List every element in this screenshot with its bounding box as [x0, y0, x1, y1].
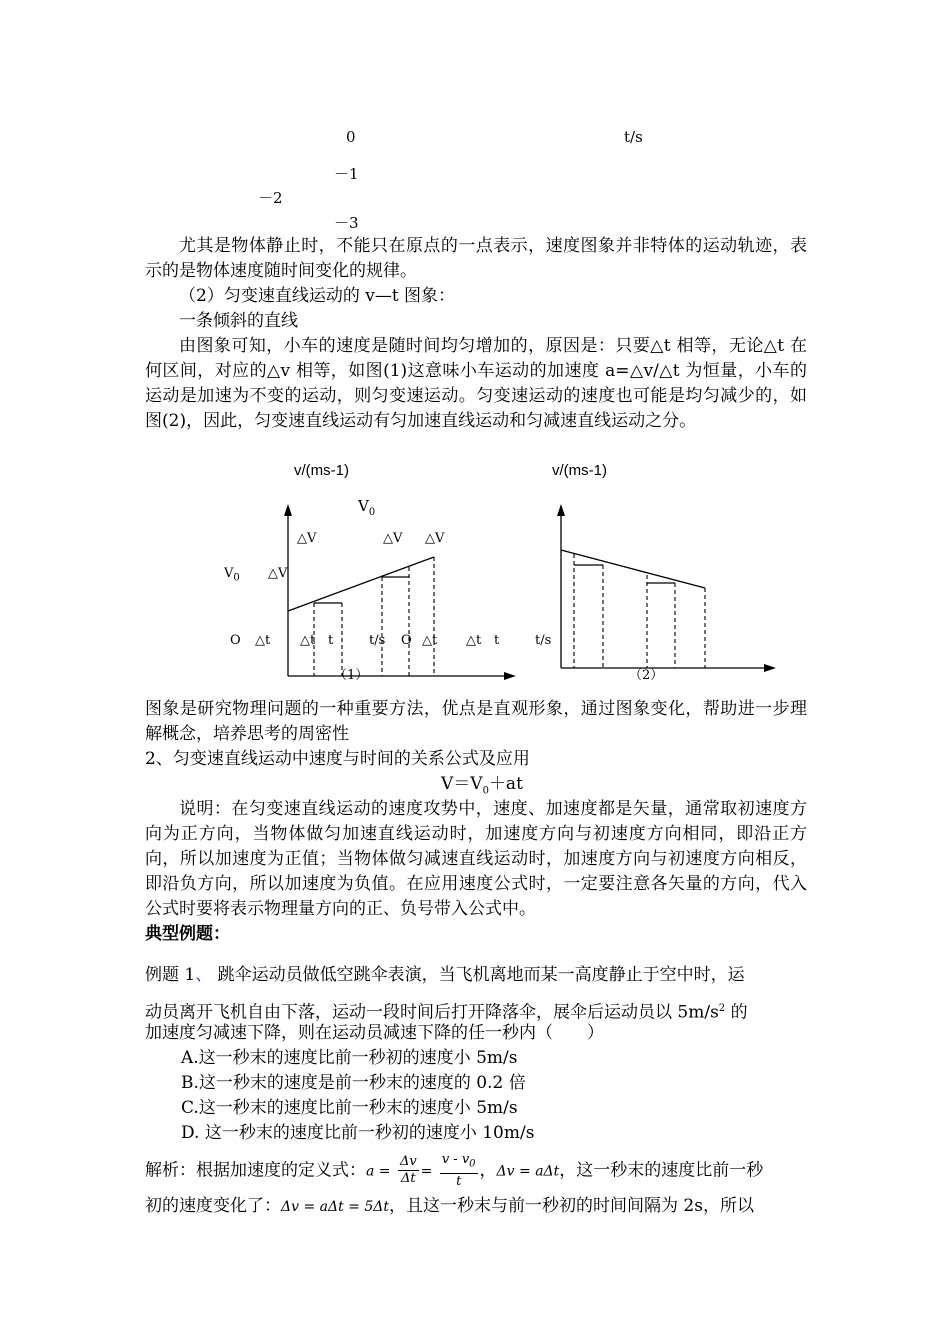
graph1-dv3: △V — [425, 531, 445, 546]
option-a: A.这一秒末的速度比前一秒初的速度小 5m/s — [181, 1048, 518, 1068]
graph2-dt2: △t — [466, 633, 482, 648]
example1-line2: 动员离开飞机自由下落，运动一段时间后打开降落伞，展伞后运动员以 $5m/s^2$ 的 — [145, 1002, 748, 1023]
paragraph-5: 图象是研究物理问题的一种重要方法，优点是直观形象，通过图象变化，帮助进一步理解概念，培养思考的周密性 — [145, 699, 807, 744]
graph1-v0-left: $V_0$ — [224, 566, 240, 584]
typical-examples-heading: 典型例题： — [145, 924, 230, 944]
option-c: C.这一秒末的速度比前一秒末的速度小 5m/s — [181, 1098, 518, 1118]
graph1-dv-left: △V — [268, 566, 288, 581]
graph1-ts: t/s — [369, 633, 386, 648]
graph2-velocity-line — [561, 550, 705, 588]
fraction-v-v0-t: $\frac{v - v_0}{t}$ — [441, 1152, 476, 1189]
graph1-velocity-line — [288, 557, 434, 611]
paragraph-3: 一条倾斜的直线 — [179, 311, 298, 331]
paragraph-4: 由图象可知，小车的速度是随时间均匀增加的，原因是：只要△t 相等，无论△t 在何区间，对应的△v 相等，如图(1)这意味小车运动的加速度 a=△v/△t 为恒量，小车的运动是加速为不变的运动，则匀变速运动。匀变速运动的速度也可能是均匀减少的，如图(2)，因此，匀变速直线运动有匀加速直线运动和匀减速直线运动之分。 — [145, 336, 807, 431]
graph2-caption: （2） — [629, 668, 664, 683]
axis-neg1-label: －1 — [334, 165, 359, 183]
axis-neg3-label: －3 — [334, 214, 359, 232]
graph1-dt2: △t — [300, 633, 316, 648]
paragraph-7: 说明：在匀变速直线运动的速度攻势中，速度、加速度都是矢量，通常取初速度方向为正方向，当物体做匀加速直线运动时，加速度方向与初速度方向相同，即沿正方向，所以加速度为正值；当物体做匀减速直线运动时，加速度方向与初速度方向相反，即沿负方向，所以加速度为负值。在应用速度公式时，一定要注意各矢量的方向，代入公式时要将表示物理量方向的正、负号带入公式中。 — [145, 799, 807, 919]
example1-line3: 加速度匀减速下降，则在运动员减速下降的任一秒内（ ） — [145, 1023, 604, 1043]
graph1-dv2: △V — [383, 531, 403, 546]
analysis-line2: 初的速度变化了：Δv = aΔt = 5Δt，且这一秒末与前一秒初的时间间隔为 2s，所以 — [145, 1196, 754, 1216]
graph1-v0-top: $V_0$ — [358, 497, 376, 518]
graph1-x-arrow — [504, 672, 516, 680]
paragraph-1: 尤其是物体静止时，不能只在原点的一点表示，速度图象并非特体的运动轨迹，表示的是物体速度随时间变化的规律。 — [145, 236, 807, 281]
graph1-y-arrow — [284, 504, 292, 516]
graph2-ylabel: v/(ms-1) — [552, 462, 607, 479]
graph2-ts: t/s — [535, 633, 552, 648]
axis-neg2-label: －2 — [258, 189, 283, 207]
graph1-caption: （1） — [334, 668, 369, 683]
fraction-dv-dt: $\frac{\Delta v}{\Delta t}$ — [399, 1154, 417, 1187]
graph1-origin: O — [230, 633, 241, 648]
option-b: B.这一秒末的速度是前一秒末的速度的 0.2 倍 — [181, 1073, 526, 1093]
graph2-origin: O — [401, 633, 412, 648]
graph2-dt1: △t — [422, 633, 438, 648]
graph2-t: t — [494, 633, 500, 648]
section-heading-2: 2、匀变速直线运动中速度与时间的关系公式及应用 — [145, 749, 530, 769]
graph1-dv1: △V — [297, 531, 317, 546]
analysis-line1: 解析：根据加速度的定义式：a = $\frac{\Delta v}{\Delta t}$ = $\frac{v - v_0}{t}$ ，Δv = aΔt，这一秒末的速度比前一秒 — [145, 1152, 764, 1189]
graph2-x-arrow — [764, 664, 776, 672]
example1-line1: 例题 1、 跳伞运动员做低空跳伞表演，当飞机离地而某一高度静止于空中时，运 — [145, 965, 745, 985]
graph1-dt1: △t — [255, 633, 271, 648]
velocity-formula: $V=V_0+at$ — [441, 774, 523, 797]
paragraph-2: （2）匀变速直线运动的 v—t 图象： — [179, 286, 456, 306]
example1-mark: 、 — [195, 965, 213, 985]
option-d: D. 这一秒末的速度比前一秒初的速度小 10m/s — [181, 1123, 535, 1143]
axis-zero-label: 0 — [346, 128, 356, 146]
example1-label: 例题 1 — [145, 965, 196, 985]
graph2-y-arrow — [557, 504, 565, 516]
graph1-t: t — [328, 633, 334, 648]
graph1-ylabel: v/(ms-1) — [294, 462, 349, 479]
axis-t-label: t/s — [624, 128, 643, 146]
